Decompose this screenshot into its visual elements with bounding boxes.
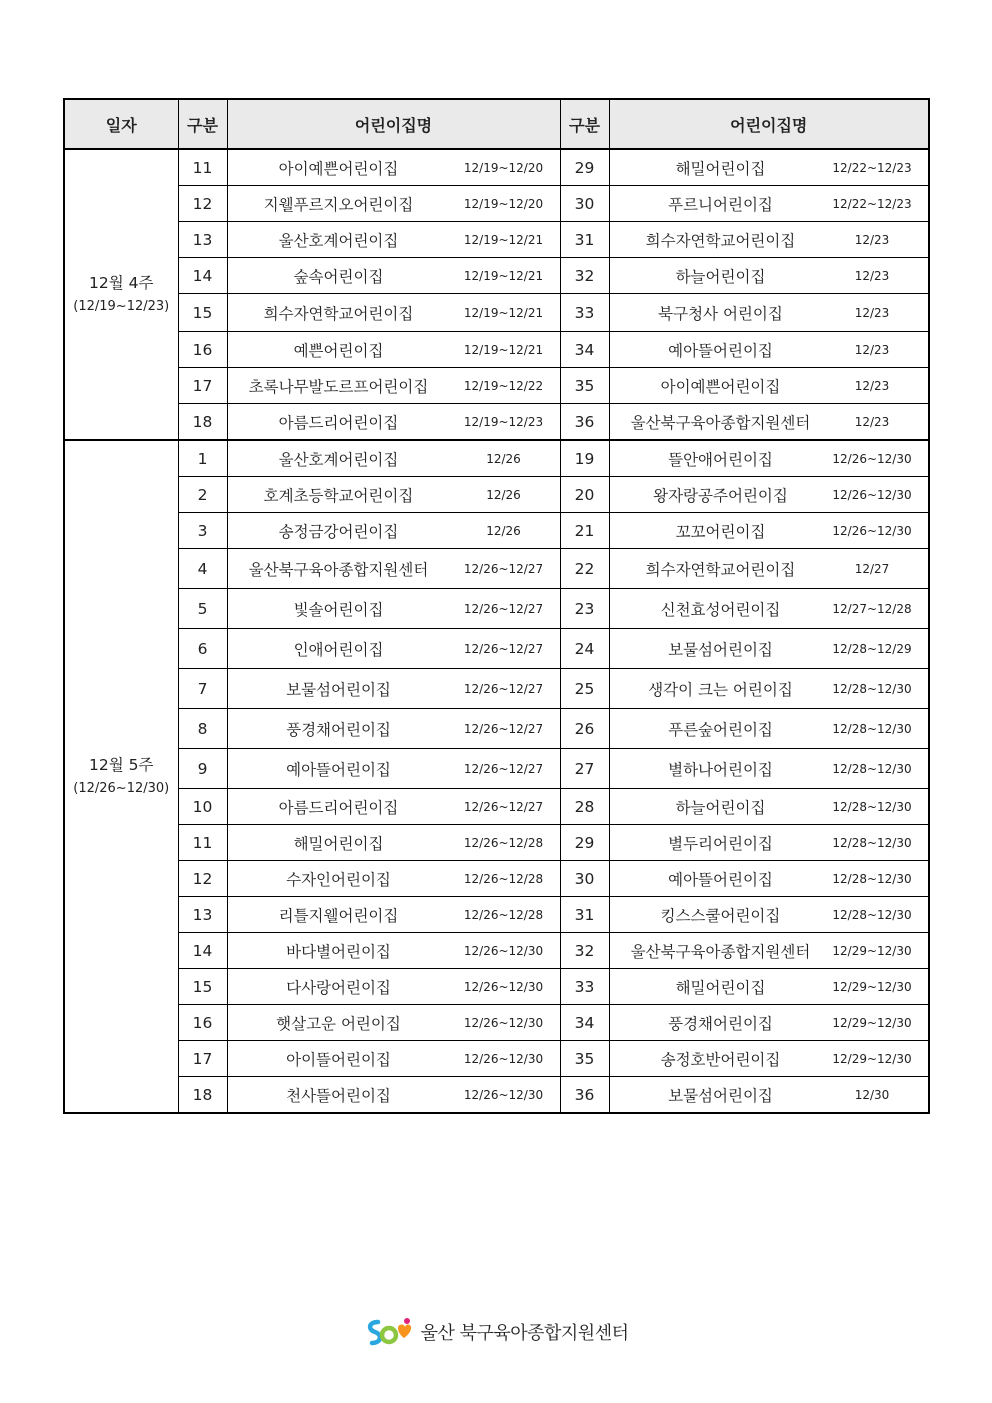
daycare-name: 숲속어린이집 [293, 267, 384, 286]
week-period-cell [64, 149, 178, 440]
daycare-name-2: 신천효성어린이집 [660, 600, 781, 619]
daycare-name: 수자인어린이집 [286, 870, 391, 889]
daycare-cell-2 [609, 149, 929, 186]
row-number-2: 32 [560, 933, 609, 969]
daycare-name-2: 하늘어린이집 [675, 267, 766, 286]
daycare-name: 천사뜰어린이집 [286, 1086, 391, 1105]
row-number-2: 33 [560, 294, 609, 332]
daycare-cell [227, 933, 560, 969]
daycare-name: 풍경채어린이집 [286, 720, 391, 739]
daycare-dates: 12/19~12/22 [463, 378, 544, 393]
daycare-dates: 12/26~12/28 [463, 871, 544, 886]
daycare-name-2: 뜰안애어린이집 [668, 450, 773, 469]
row-number: 18 [178, 1077, 227, 1114]
row-number: 17 [178, 368, 227, 404]
daycare-dates-2: 12/28~12/30 [832, 761, 912, 776]
table-row [64, 789, 929, 825]
daycare-dates-2: 12/26~12/30 [832, 451, 912, 466]
daycare-dates-2: 12/29~12/30 [832, 943, 912, 958]
daycare-dates-2: 12/23 [854, 268, 890, 283]
daycare-cell-2 [609, 589, 929, 629]
daycare-name-2: 해밀어린이집 [675, 978, 766, 997]
row-number: 12 [178, 186, 227, 222]
daycare-cell [227, 1041, 560, 1077]
row-number: 18 [178, 404, 227, 441]
row-number: 11 [178, 149, 227, 186]
week-5-group [64, 440, 929, 1113]
daycare-dates: 12/26~12/30 [463, 1051, 544, 1066]
daycare-name: 보물섬어린이집 [286, 680, 391, 699]
daycare-name-2: 보물섬어린이집 [668, 1086, 773, 1105]
daycare-cell [227, 669, 560, 709]
daycare-name: 다사랑어린이집 [286, 978, 391, 997]
daycare-cell-2 [609, 969, 929, 1005]
daycare-name-2: 하늘어린이집 [675, 798, 766, 817]
daycare-cell [227, 589, 560, 629]
daycare-name: 빛솔어린이집 [293, 600, 384, 619]
daycare-cell [227, 222, 560, 258]
daycare-dates: 12/26 [486, 523, 521, 538]
daycare-dates-2: 12/29~12/30 [832, 1015, 912, 1030]
header-no-2: 구분 [560, 99, 609, 149]
daycare-cell [227, 368, 560, 404]
daycare-dates: 12/26~12/27 [463, 601, 544, 616]
row-number: 9 [178, 749, 227, 789]
center-logo-icon [364, 1316, 412, 1348]
row-number: 16 [178, 1005, 227, 1041]
row-number-2: 33 [560, 969, 609, 1005]
daycare-dates-2: 12/27~12/28 [832, 601, 912, 616]
daycare-dates-2: 12/23 [854, 305, 890, 320]
table-row [64, 1077, 929, 1114]
row-number: 13 [178, 222, 227, 258]
footer [0, 1316, 992, 1348]
daycare-name: 바다별어린이집 [286, 942, 391, 961]
daycare-dates: 12/26~12/27 [463, 681, 544, 696]
row-number: 12 [178, 861, 227, 897]
row-number: 8 [178, 709, 227, 749]
daycare-name-2: 북구청사 어린이집 [658, 304, 783, 323]
daycare-dates-2: 12/28~12/30 [832, 871, 912, 886]
table-row [64, 440, 929, 477]
week-date-range: (12/19~12/23) [73, 299, 170, 315]
daycare-name: 아름드리어린이집 [278, 413, 399, 432]
row-number: 1 [178, 440, 227, 477]
daycare-cell-2 [609, 368, 929, 404]
daycare-dates: 12/26~12/28 [463, 835, 544, 850]
daycare-cell-2 [609, 258, 929, 294]
daycare-name-2: 별두리어린이집 [668, 834, 773, 853]
daycare-cell [227, 513, 560, 549]
daycare-cell-2 [609, 709, 929, 749]
daycare-dates: 12/19~12/23 [463, 414, 544, 429]
daycare-dates: 12/26~12/30 [463, 1087, 544, 1102]
daycare-name: 리틀지웰어린이집 [278, 906, 399, 925]
daycare-cell-2 [609, 897, 929, 933]
row-number-2: 26 [560, 709, 609, 749]
table-row [64, 294, 929, 332]
daycare-name: 해밀어린이집 [293, 834, 384, 853]
daycare-cell [227, 1005, 560, 1041]
table-row [64, 404, 929, 441]
header-name-2: 어린이집명 [609, 99, 929, 149]
daycare-cell [227, 825, 560, 861]
row-number-2: 31 [560, 897, 609, 933]
header-no: 구분 [178, 99, 227, 149]
table-row [64, 1041, 929, 1077]
row-number: 3 [178, 513, 227, 549]
row-number-2: 31 [560, 222, 609, 258]
daycare-name-2: 예아뜰어린이집 [668, 870, 773, 889]
table-row [64, 933, 929, 969]
schedule-table [63, 98, 930, 1114]
daycare-dates-2: 12/22~12/23 [832, 196, 912, 211]
daycare-name-2: 희수자연학교어린이집 [645, 231, 796, 250]
daycare-dates-2: 12/23 [854, 232, 890, 247]
daycare-cell-2 [609, 549, 929, 589]
daycare-cell-2 [609, 669, 929, 709]
daycare-name-2: 예아뜰어린이집 [668, 341, 773, 360]
daycare-name-2: 아이예쁜어린이집 [660, 377, 781, 396]
daycare-cell [227, 749, 560, 789]
daycare-name-2: 희수자연학교어린이집 [645, 560, 796, 579]
daycare-name: 희수자연학교어린이집 [263, 304, 414, 323]
daycare-name: 울산호계어린이집 [278, 450, 399, 469]
table-row [64, 332, 929, 368]
daycare-cell [227, 149, 560, 186]
row-number: 15 [178, 969, 227, 1005]
daycare-cell-2 [609, 332, 929, 368]
table-row [64, 186, 929, 222]
daycare-name: 인애어린이집 [293, 640, 384, 659]
header-date: 일자 [64, 99, 178, 149]
week-4-group [64, 149, 929, 440]
daycare-name-2: 송정호반어린이집 [660, 1050, 781, 1069]
row-number: 14 [178, 933, 227, 969]
daycare-dates: 12/26 [486, 487, 521, 502]
daycare-cell-2 [609, 186, 929, 222]
daycare-cell-2 [609, 1077, 929, 1114]
table-row [64, 749, 929, 789]
row-number-2: 36 [560, 404, 609, 441]
daycare-dates-2: 12/29~12/30 [832, 979, 912, 994]
daycare-dates-2: 12/23 [854, 342, 890, 357]
daycare-dates: 12/26~12/27 [463, 721, 544, 736]
row-number-2: 35 [560, 1041, 609, 1077]
row-number: 15 [178, 294, 227, 332]
row-number: 17 [178, 1041, 227, 1077]
daycare-dates: 12/26~12/30 [463, 1015, 544, 1030]
daycare-cell-2 [609, 477, 929, 513]
daycare-cell [227, 861, 560, 897]
table-row [64, 669, 929, 709]
row-number-2: 22 [560, 549, 609, 589]
daycare-name: 아이뜰어린이집 [286, 1050, 391, 1069]
daycare-dates: 12/26~12/28 [463, 907, 544, 922]
row-number: 13 [178, 897, 227, 933]
daycare-dates: 12/19~12/21 [463, 342, 544, 357]
daycare-dates: 12/26~12/27 [463, 761, 544, 776]
table-header-row [64, 99, 929, 149]
row-number-2: 19 [560, 440, 609, 477]
daycare-name: 지웰푸르지오어린이집 [263, 195, 414, 214]
row-number: 10 [178, 789, 227, 825]
week-period-cell [64, 440, 178, 1113]
table-row [64, 477, 929, 513]
daycare-dates: 12/26~12/30 [463, 943, 544, 958]
daycare-name-2: 울산북구육아종합지원센터 [630, 942, 811, 961]
row-number: 14 [178, 258, 227, 294]
table-row [64, 513, 929, 549]
daycare-dates-2: 12/23 [854, 414, 890, 429]
daycare-dates: 12/26~12/27 [463, 561, 544, 576]
daycare-cell [227, 186, 560, 222]
row-number-2: 21 [560, 513, 609, 549]
daycare-cell [227, 789, 560, 825]
row-number-2: 32 [560, 258, 609, 294]
daycare-dates-2: 12/27 [854, 561, 890, 576]
daycare-name-2: 해밀어린이집 [675, 159, 766, 178]
row-number-2: 29 [560, 825, 609, 861]
daycare-cell-2 [609, 440, 929, 477]
daycare-dates-2: 12/28~12/30 [832, 721, 912, 736]
daycare-name-2: 생각이 크는 어린이집 [648, 680, 793, 699]
daycare-name: 아름드리어린이집 [278, 798, 399, 817]
daycare-name-2: 보물섬어린이집 [668, 640, 773, 659]
row-number-2: 27 [560, 749, 609, 789]
daycare-name: 햇살고운 어린이집 [276, 1014, 401, 1033]
week-date-range: (12/26~12/30) [73, 781, 170, 797]
daycare-dates-2: 12/22~12/23 [832, 160, 912, 175]
daycare-name: 예아뜰어린이집 [286, 760, 391, 779]
table-row [64, 825, 929, 861]
daycare-dates: 12/19~12/20 [463, 160, 544, 175]
row-number-2: 34 [560, 1005, 609, 1041]
daycare-cell [227, 629, 560, 669]
row-number: 16 [178, 332, 227, 368]
row-number-2: 28 [560, 789, 609, 825]
row-number: 7 [178, 669, 227, 709]
daycare-name-2: 꼬꼬어린이집 [675, 522, 766, 541]
table-row [64, 589, 929, 629]
table-row [64, 1005, 929, 1041]
daycare-cell [227, 549, 560, 589]
table-row [64, 969, 929, 1005]
daycare-dates: 12/26~12/27 [463, 799, 544, 814]
footer-org-name: 울산 북구육아종합지원센터 [420, 1323, 629, 1344]
daycare-cell-2 [609, 825, 929, 861]
table-row [64, 368, 929, 404]
week-label: 12월 5주 [89, 755, 154, 774]
daycare-dates-2: 12/29~12/30 [832, 1051, 912, 1066]
table-row [64, 149, 929, 186]
daycare-cell-2 [609, 861, 929, 897]
daycare-name: 울산북구육아종합지원센터 [248, 560, 429, 579]
daycare-cell [227, 258, 560, 294]
row-number: 2 [178, 477, 227, 513]
row-number-2: 34 [560, 332, 609, 368]
row-number-2: 35 [560, 368, 609, 404]
table-row [64, 861, 929, 897]
row-number-2: 24 [560, 629, 609, 669]
daycare-name-2: 푸른숲어린이집 [668, 720, 773, 739]
daycare-cell-2 [609, 629, 929, 669]
row-number-2: 23 [560, 589, 609, 629]
daycare-cell-2 [609, 1005, 929, 1041]
row-number-2: 30 [560, 186, 609, 222]
daycare-dates-2: 12/26~12/30 [832, 487, 912, 502]
daycare-cell [227, 440, 560, 477]
daycare-cell [227, 294, 560, 332]
daycare-name: 예쁜어린이집 [293, 341, 384, 360]
header-name: 어린이집명 [227, 99, 560, 149]
table-row [64, 549, 929, 589]
daycare-dates: 12/26~12/30 [463, 979, 544, 994]
daycare-dates-2: 12/28~12/30 [832, 799, 912, 814]
daycare-dates: 12/19~12/21 [463, 232, 544, 247]
daycare-name-2: 푸르니어린이집 [668, 195, 773, 214]
row-number: 4 [178, 549, 227, 589]
daycare-dates: 12/19~12/21 [463, 268, 544, 283]
row-number-2: 36 [560, 1077, 609, 1114]
daycare-cell-2 [609, 933, 929, 969]
row-number-2: 20 [560, 477, 609, 513]
table-row [64, 258, 929, 294]
row-number: 5 [178, 589, 227, 629]
row-number-2: 29 [560, 149, 609, 186]
daycare-dates: 12/19~12/20 [463, 196, 544, 211]
daycare-dates-2: 12/28~12/30 [832, 681, 912, 696]
daycare-dates: 12/26~12/27 [463, 641, 544, 656]
row-number-2: 25 [560, 669, 609, 709]
table-row [64, 629, 929, 669]
daycare-dates-2: 12/28~12/30 [832, 907, 912, 922]
row-number: 11 [178, 825, 227, 861]
daycare-cell-2 [609, 404, 929, 441]
daycare-dates-2: 12/30 [854, 1087, 890, 1102]
daycare-name: 호계초등학교어린이집 [263, 486, 414, 505]
daycare-dates-2: 12/28~12/30 [832, 835, 912, 850]
daycare-cell-2 [609, 749, 929, 789]
daycare-name: 송정금강어린이집 [278, 522, 399, 541]
week-label: 12월 4주 [89, 273, 154, 292]
daycare-cell [227, 1077, 560, 1114]
daycare-name-2: 울산북구육아종합지원센터 [630, 413, 811, 432]
daycare-cell-2 [609, 513, 929, 549]
daycare-name: 초록나무발도르프어린이집 [248, 377, 429, 396]
daycare-name-2: 킹스스쿨어린이집 [660, 906, 781, 925]
row-number: 6 [178, 629, 227, 669]
row-number-2: 30 [560, 861, 609, 897]
daycare-dates: 12/26 [486, 451, 521, 466]
table-row [64, 709, 929, 749]
daycare-cell [227, 332, 560, 368]
daycare-name-2: 별하나어린이집 [668, 760, 773, 779]
daycare-cell [227, 404, 560, 441]
daycare-cell-2 [609, 294, 929, 332]
daycare-name: 울산호계어린이집 [278, 231, 399, 250]
table-row [64, 897, 929, 933]
daycare-name-2: 왕자랑공주어린이집 [653, 486, 788, 505]
daycare-name: 아이예쁜어린이집 [278, 159, 399, 178]
daycare-cell [227, 969, 560, 1005]
daycare-cell-2 [609, 1041, 929, 1077]
daycare-dates: 12/19~12/21 [463, 305, 544, 320]
daycare-cell-2 [609, 222, 929, 258]
daycare-dates-2: 12/23 [854, 378, 890, 393]
daycare-name-2: 풍경채어린이집 [668, 1014, 773, 1033]
table-row [64, 222, 929, 258]
daycare-dates-2: 12/26~12/30 [832, 523, 912, 538]
daycare-cell [227, 477, 560, 513]
daycare-cell [227, 897, 560, 933]
daycare-cell [227, 709, 560, 749]
daycare-cell-2 [609, 789, 929, 825]
daycare-dates-2: 12/28~12/29 [832, 641, 912, 656]
